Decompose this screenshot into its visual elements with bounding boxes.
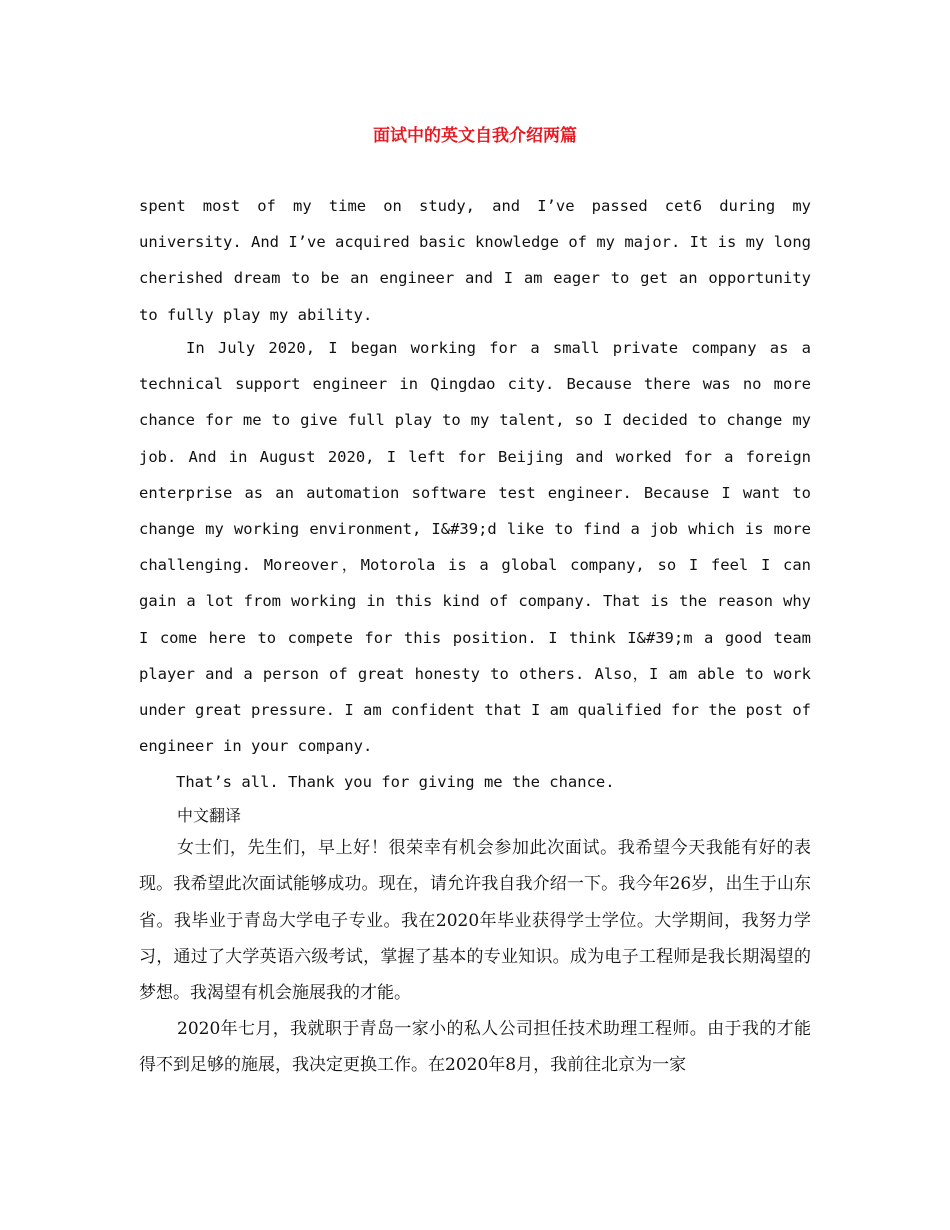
chinese-paragraph-1: 女士们，先生们，早上好！很荣幸有机会参加此次面试。我希望今天我能有好的表现。我希望此次面试能够成功。现在，请允许我自我介绍一下。我今年26岁，出生于山东省。我毕业于青岛大学电子专业。我在2020年毕业获得学士学位。大学期间，我努力学习，通过了大学英语六级考试，掌握了基本的专业知识。成为电子工程师是我长期渴望的梦想。我渴望有机会施展我的才能。	[139, 838, 811, 1004]
chinese-paragraph-2: 2020年七月，我就职于青岛一家小的私人公司担任技术助理工程师。由于我的才能得不到足够的施展，我决定更换工作。在2020年8月，我前往北京为一家	[139, 1019, 811, 1076]
english-paragraph-3: That’s all. Thank you for giving me the chance.	[176, 773, 615, 791]
translation-heading: 中文翻译	[177, 806, 242, 825]
english-paragraph-1: spent most of my time on study, and I’ve passed cet6 during my university. And I’ve acquired basic knowledge of my major. It is my long cherished dream to be an engineer and I am eager to get an opportunity to fully play my ability.	[139, 197, 811, 324]
english-paragraph-2: In July 2020, I began working for a small private company as a technical support engineer in Qingdao city. Because there was no more chance for me to give full play to my talent, so I decided to change my job. And in August 2020, I left for Beijing and worked for a foreign enterprise as an automation software test engineer. Because I want to change my working environment, I&#39;d like to find a job which is more challenging. Moreover，Motorola is a global company, so I feel I can gain a lot from working in this kind of company. That is the reason why I come here to compete for this position. I think I&#39;m a good team player and a person of great honesty to others. Also，I am able to work under great pressure. I am confident that I am qualified for the post of engineer in your company.	[139, 339, 811, 756]
document-title: 面试中的英文自我介绍两篇	[373, 126, 577, 146]
